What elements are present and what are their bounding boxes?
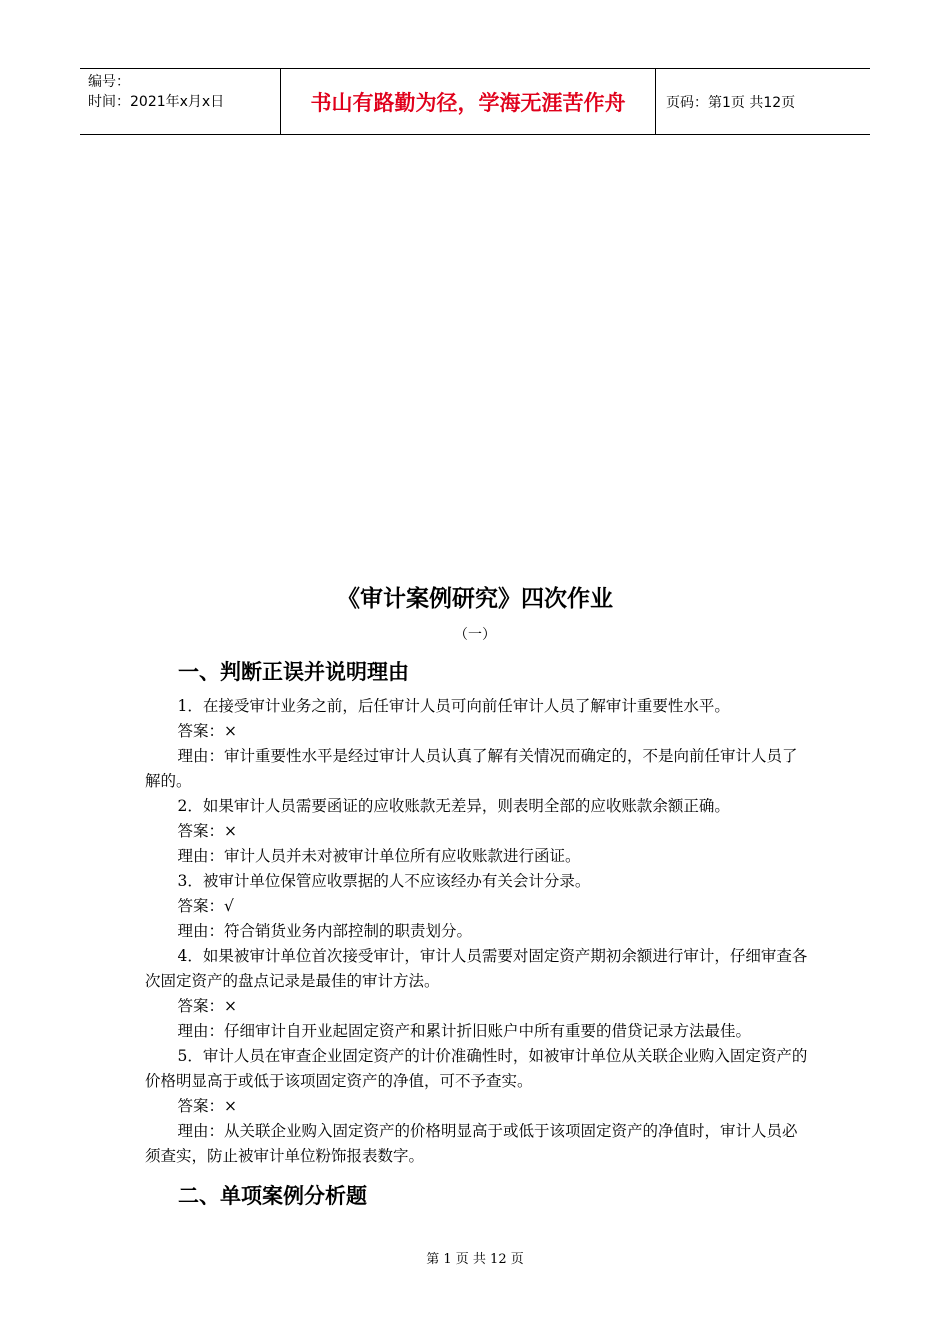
paragraph: 理由：符合销货业务内部控制的职责划分。 xyxy=(177,922,473,940)
paragraph: 答案：√ xyxy=(177,897,234,915)
paragraph: 理由：审计人员并未对被审计单位所有应收账款进行函证。 xyxy=(177,847,581,865)
paragraph: 3．被审计单位保管应收票据的人不应该经办有关会计分录。 xyxy=(177,872,591,890)
page-footer: 第 1 页 共 12 页 xyxy=(426,1252,524,1267)
paragraph: 理由：仔细审计自开业起固定资产和累计折旧账户中所有重要的借贷记录方法最佳。 xyxy=(177,1022,752,1040)
document-subtitle: （一） xyxy=(454,627,496,643)
paragraph: 理由：审计重要性水平是经过审计人员认真了解有关情况而确定的，不是向前任审计人员了解的。 xyxy=(145,747,798,790)
paragraph: 答案：× xyxy=(177,997,238,1015)
paragraph: 4．如果被审计单位首次接受审计，审计人员需要对固定资产期初余额进行审计，仔细审查各次固定资产的盘点记录是最佳的审计方法。 xyxy=(145,947,808,990)
header-meta xyxy=(80,69,280,134)
section-1-content xyxy=(145,694,810,1169)
page-header xyxy=(80,68,870,135)
paragraph: 答案：× xyxy=(177,1097,238,1115)
paragraph: 2．如果审计人员需要函证的应收账款无差异，则表明全部的应收账款余额正确。 xyxy=(177,797,730,815)
paragraph: 理由：从关联企业购入固定资产的价格明显高于或低于该项固定资产的净值时，审计人员必须查实，防止被审计单位粉饰报表数字。 xyxy=(145,1122,798,1165)
number-label: 编号： xyxy=(88,74,130,90)
paragraph: 5．审计人员在审查企业固定资产的计价准确性时，如被审计单位从关联企业购入固定资产的价格明显高于或低于该项固定资产的净值，可不予查实。 xyxy=(145,1047,808,1090)
section-1-heading: 一、判断正误并说明理由 xyxy=(178,660,409,684)
header-motto: 书山有路勤为径，学海无涯苦作舟 xyxy=(280,69,656,134)
document-title: 《审计案例研究》四次作业 xyxy=(337,586,613,612)
time-label: 时间：2021年x月x日 xyxy=(88,94,225,110)
paragraph: 答案：× xyxy=(177,822,238,840)
paragraph: 1．在接受审计业务之前，后任审计人员可向前任审计人员了解审计重要性水平。 xyxy=(177,697,730,715)
paragraph: 答案：× xyxy=(177,722,238,740)
section-2-heading: 二、单项案例分析题 xyxy=(178,1184,367,1208)
header-page-info: 页码：第1页 共12页 xyxy=(666,94,796,111)
